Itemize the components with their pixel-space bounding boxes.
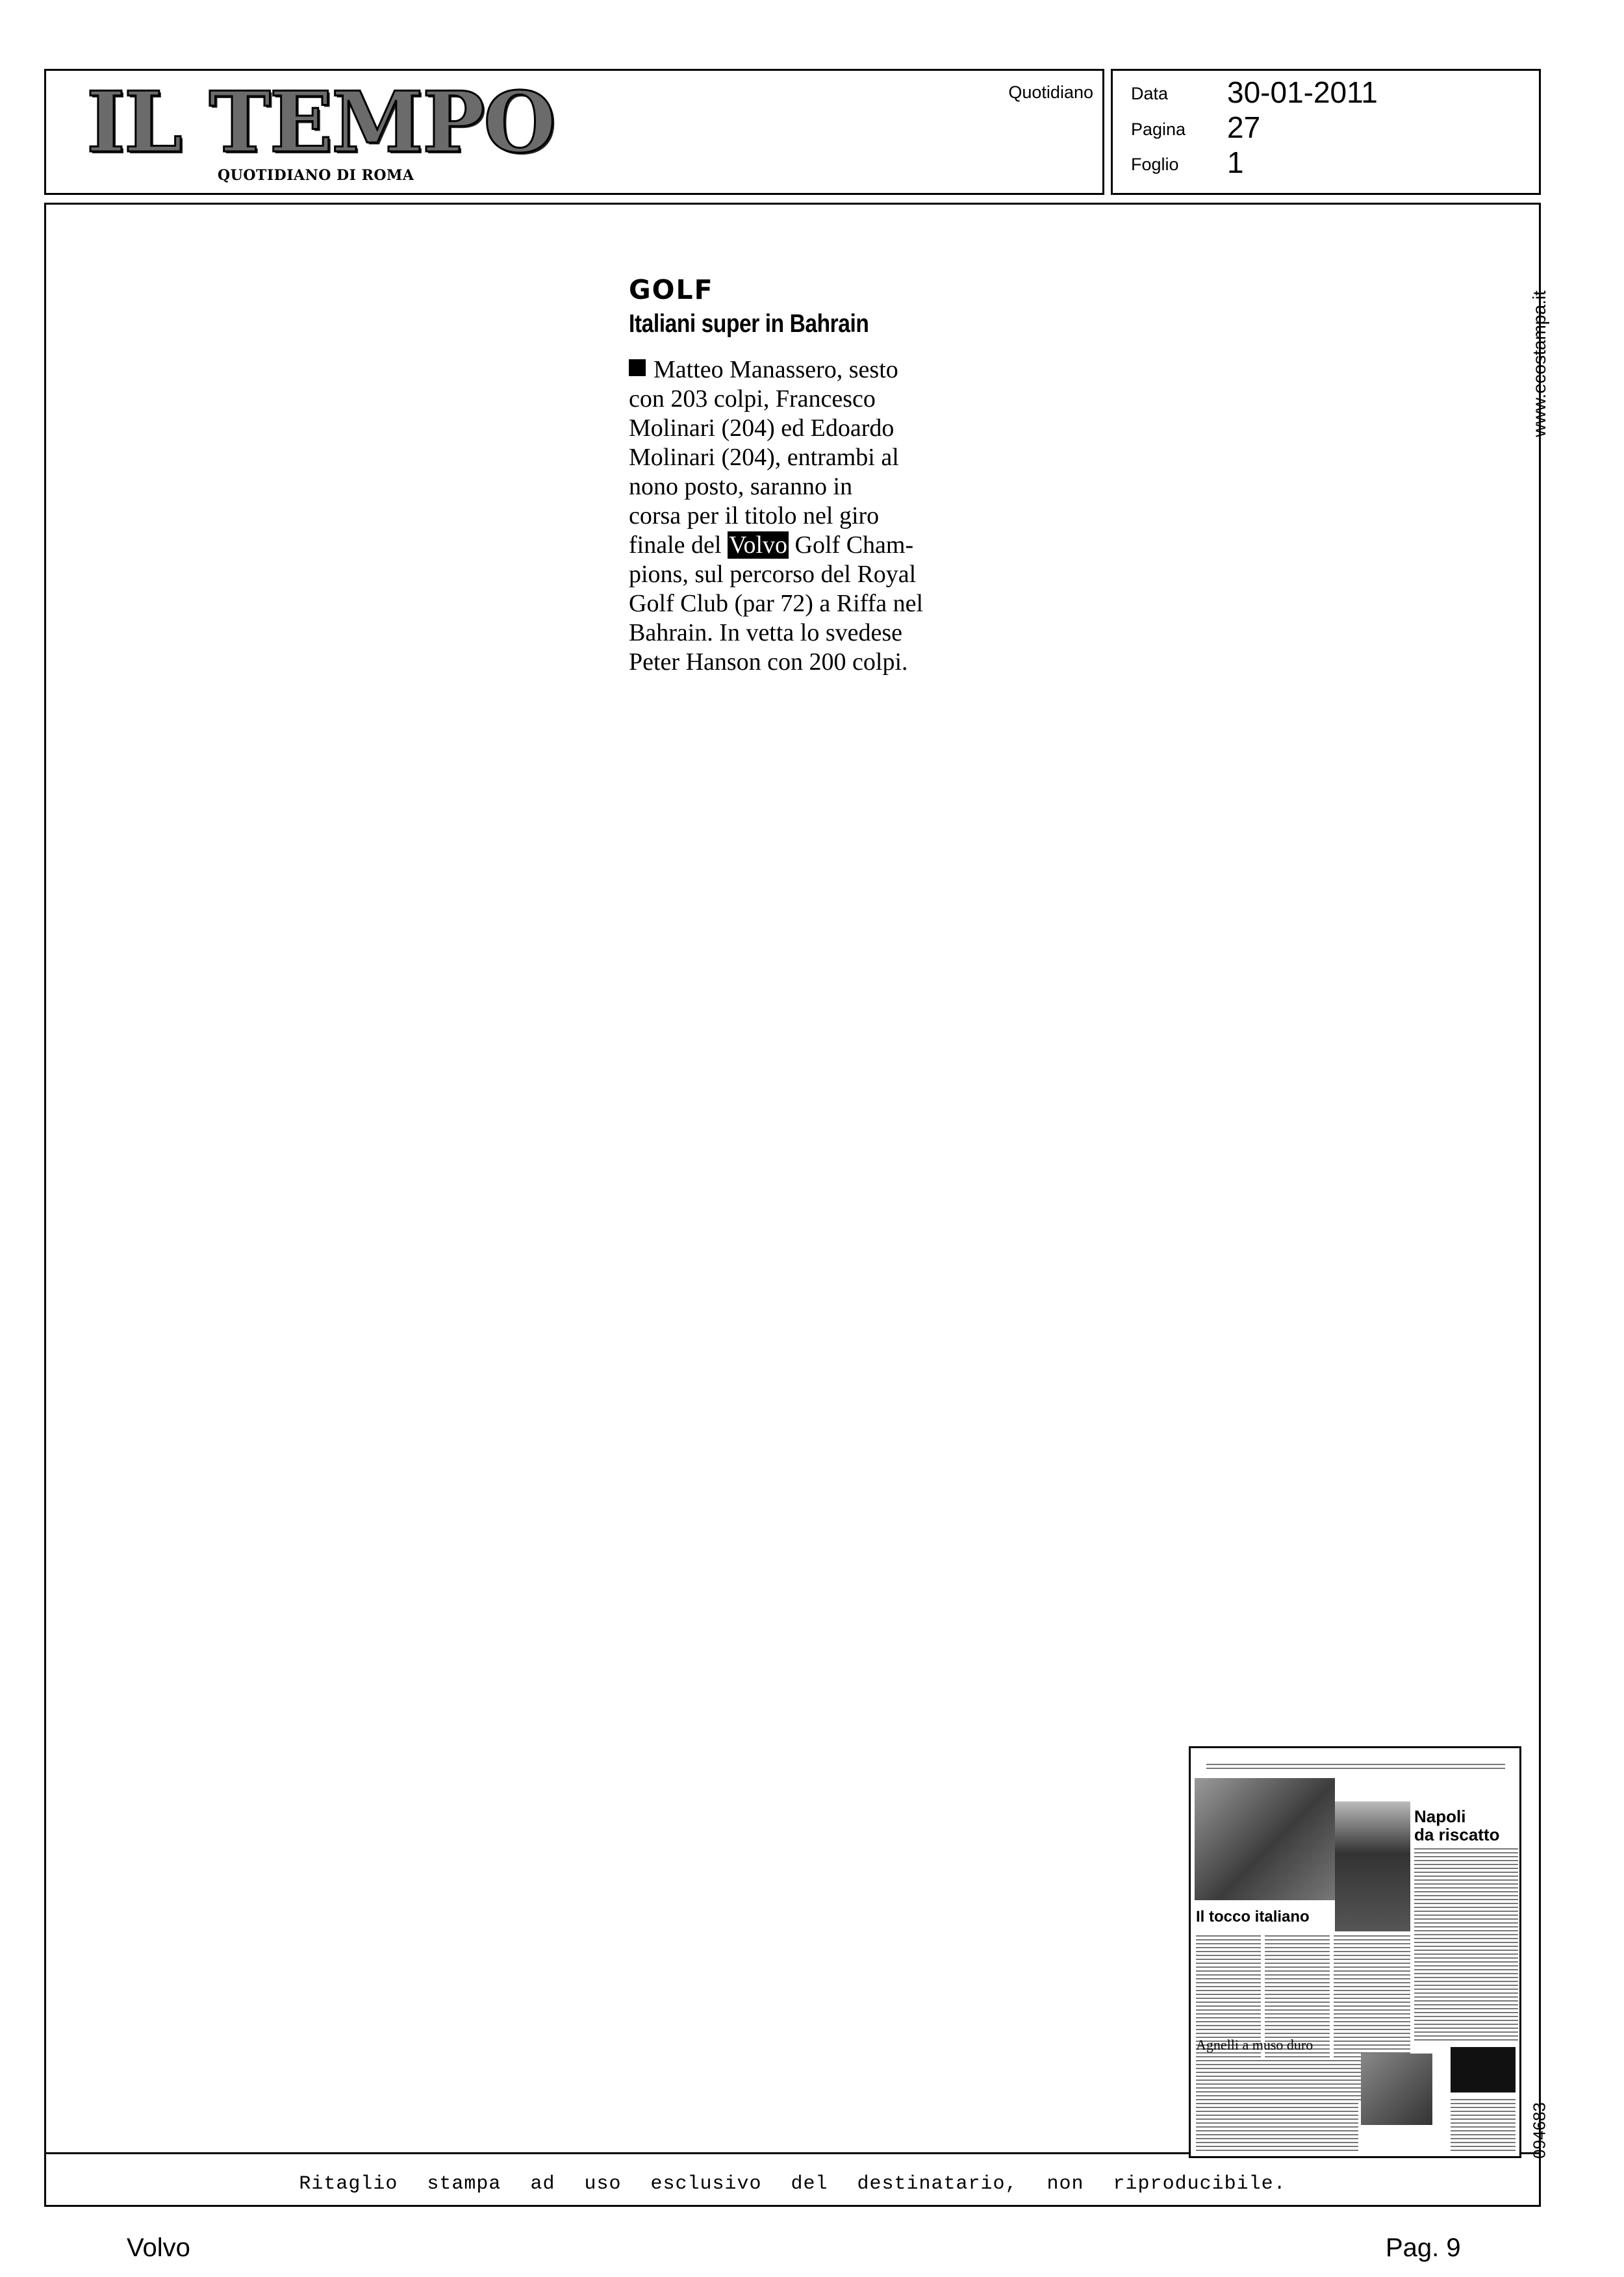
body-line: Peter Hanson con 200 colpi. <box>629 648 908 676</box>
body-line: Molinari (204) ed Edoardo <box>629 414 894 442</box>
sheet-label: Foglio <box>1131 155 1179 174</box>
thumbnail-photo-golfer <box>1195 1778 1335 1900</box>
section-label: GOLF <box>629 274 714 305</box>
body-line: con 203 colpi, Francesco <box>629 385 876 413</box>
sheet-value: 1 <box>1227 146 1244 179</box>
footer-page-number: Pag. 9 <box>1386 2233 1461 2262</box>
body-line: nono posto, saranno in <box>629 473 853 500</box>
page-label: Pagina <box>1131 120 1186 139</box>
body-line: Matteo Manassero, sesto <box>629 355 967 385</box>
article-body <box>629 355 967 677</box>
logo-subtitle: QUOTIDIANO DI ROMA <box>218 167 414 184</box>
date-value: 30-01-2011 <box>1227 75 1378 109</box>
page-value: 27 <box>1227 110 1261 144</box>
thumbnail-headline: da riscatto <box>1414 1825 1500 1844</box>
thumbnail-photo-agnelli <box>1361 2054 1432 2125</box>
thumbnail-headline: Il tocco italiano <box>1196 1908 1310 1926</box>
square-bullet-icon <box>629 359 646 376</box>
body-line: pions, sul percorso del Royal <box>629 561 917 588</box>
body-line: corsa per il titolo nel giro <box>629 502 880 529</box>
body-line: finale del Volvo Golf Cham- <box>629 531 914 559</box>
metadata-box <box>1111 69 1541 195</box>
thumbnail-black-box <box>1451 2047 1516 2093</box>
thumbnail-photo-portrait <box>1335 1801 1410 1931</box>
thumbnail-headline: Agnelli a muso duro <box>1196 2037 1313 2053</box>
page-thumbnail <box>1189 1746 1521 2158</box>
body-line: Molinari (204), entrambi al <box>629 444 899 471</box>
highlighted-keyword: Volvo <box>728 531 788 559</box>
thumbnail-headline: Napoli <box>1414 1807 1466 1826</box>
body-line: Golf Club (par 72) a Riffa nel <box>629 590 924 617</box>
periodicity-label: Quotidiano <box>1008 83 1093 102</box>
article-headline: Italiani super in Bahrain <box>629 310 869 338</box>
footer-keyword: Volvo <box>127 2233 190 2262</box>
source-url: www.ecostampa.it <box>1529 290 1549 437</box>
date-label: Data <box>1131 84 1169 103</box>
clipping-code: 094683 <box>1529 2102 1549 2159</box>
newspaper-logo: IL TEMPO <box>86 74 555 172</box>
disclaimer-text: Ritaglio stampa ad uso esclusivo del destinatario, non riproducibile. <box>299 2173 1286 2195</box>
masthead-box <box>44 69 1104 195</box>
body-line: Bahrain. In vetta lo svedese <box>629 619 903 646</box>
article <box>629 274 967 677</box>
